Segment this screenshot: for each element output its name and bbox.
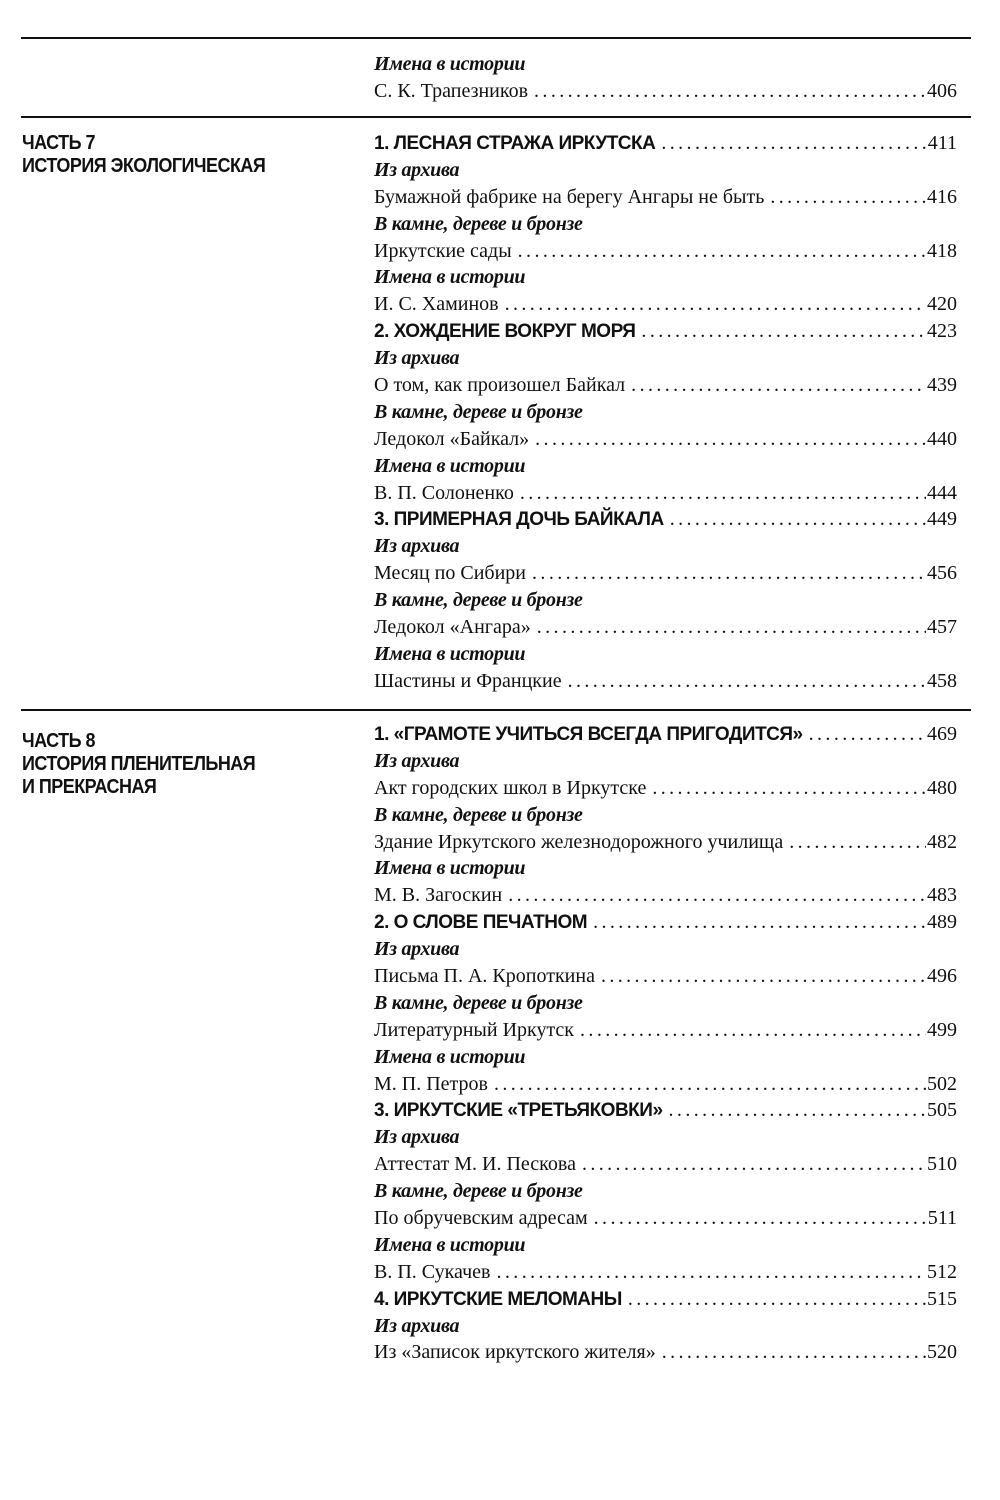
page-number: 406: [927, 79, 957, 102]
page-number: 420: [927, 293, 957, 316]
page-number: 480: [927, 776, 957, 799]
page-number: 469: [927, 723, 957, 745]
dot-leader: [505, 291, 926, 318]
toc-entry: [374, 1205, 957, 1232]
toc-chapter: [374, 1097, 957, 1124]
entry-title: В. П. Солоненко: [374, 481, 514, 504]
dot-leader: [662, 1339, 926, 1366]
chapter-title: 1. ЛЕСНАЯ СТРАЖА ИРКУТСКА: [374, 133, 656, 154]
dot-leader: [641, 318, 926, 345]
page-number: 489: [927, 911, 957, 934]
entry-title: В. П. Сукачев: [374, 1260, 491, 1283]
toc-entry: [374, 775, 957, 802]
part-8-toc: [374, 721, 957, 1366]
top-rule: [21, 37, 971, 39]
toc-subheading: Имена в истории: [374, 454, 526, 477]
chapter-title: 2. О СЛОВЕ ПЕЧАТНОМ: [374, 912, 588, 934]
entry-title: Литературный Иркутск: [374, 1018, 575, 1041]
dot-leader: [661, 130, 926, 157]
page-number: 439: [927, 374, 957, 397]
part-number: ЧАСТЬ 7: [22, 132, 95, 154]
toc-block-continued: [374, 51, 957, 105]
toc-entry: [374, 1017, 957, 1044]
entry-title: Письма П. А. Кропоткина: [374, 965, 595, 988]
chapter-title: 4. ИРКУТСКИЕ МЕЛОМАНЫ: [374, 1288, 622, 1310]
part-number: ЧАСТЬ 8: [22, 730, 95, 752]
toc-entry: [374, 291, 957, 318]
page-number: 482: [927, 830, 957, 853]
toc-chapter: [374, 506, 957, 533]
dot-leader: [580, 1017, 926, 1044]
dot-leader: [594, 1205, 927, 1232]
dot-leader: [520, 480, 926, 507]
dot-leader: [601, 963, 926, 990]
toc-chapter: [374, 721, 957, 748]
toc-subheading: В камне, дереве и бронзе: [374, 212, 583, 235]
dot-leader: [593, 909, 926, 936]
page-number: 499: [927, 1018, 957, 1041]
toc-entry: [374, 560, 957, 587]
dot-leader: [789, 829, 926, 856]
page-number: 510: [927, 1153, 957, 1176]
toc-entry: [374, 1259, 957, 1286]
part-7-toc: [374, 130, 957, 695]
entry-title: И. С. Хаминов: [374, 293, 499, 316]
toc-subheading: Имена в истории: [374, 266, 526, 289]
page-number: 423: [927, 320, 957, 343]
entry-title: Шастины и Францкие: [374, 669, 562, 692]
toc-entry: [374, 426, 957, 453]
toc-subheading: Из архива: [374, 535, 460, 558]
toc-subheading: Имена в истории: [374, 1045, 526, 1068]
entry-title: М. П. Петров: [374, 1072, 488, 1095]
toc-entry: [374, 1339, 957, 1366]
page-number: 418: [927, 239, 957, 262]
page-number: 456: [927, 562, 957, 585]
chapter-title: 2. ХОЖДЕНИЕ ВОКРУГ МОРЯ: [374, 321, 636, 343]
entry-title: Акт городских школ в Иркутске: [374, 776, 647, 799]
dot-leader: [582, 1151, 926, 1178]
entry-title: Ледокол «Байкал»: [374, 427, 530, 450]
page-number: 457: [927, 616, 957, 639]
dot-leader: [537, 614, 926, 641]
toc-subheading: Из архива: [374, 1126, 460, 1149]
toc-chapter: [374, 318, 957, 345]
toc-subheading: Из архива: [374, 347, 460, 370]
page-number: 496: [927, 965, 957, 988]
page-number: 440: [927, 427, 957, 450]
toc-subheading: В камне, дереве и бронзе: [374, 991, 583, 1014]
entry-title: О том, как произошел Байкал: [374, 374, 626, 397]
part-8-heading: [22, 730, 319, 799]
toc-chapter: [374, 130, 957, 157]
toc-subheading: Имена в истории: [374, 642, 526, 665]
entry-title: Аттестат М. И. Пескова: [374, 1153, 576, 1176]
dot-leader: [494, 1071, 926, 1098]
toc-chapter: [374, 1286, 957, 1313]
page-number: 511: [927, 1207, 957, 1230]
part-title-line: ИСТОРИЯ ПЛЕНИТЕЛЬНАЯ: [22, 753, 256, 775]
page-number: 444: [927, 481, 957, 504]
dot-leader: [535, 426, 926, 453]
toc-entry: [374, 238, 957, 265]
page-number: 512: [927, 1260, 957, 1283]
toc-subheading: В камне, дереве и бронзе: [374, 803, 583, 826]
entry-title: Здание Иркутского железнодорожного училища: [374, 830, 784, 853]
toc-subheading: Имена в истории: [374, 857, 526, 880]
toc-subheading: В камне, дереве и бронзе: [374, 400, 583, 423]
entry-title: М. В. Загоскин: [374, 884, 503, 907]
entry-title: Месяц по Сибири: [374, 562, 527, 585]
page-number: 505: [927, 1099, 957, 1122]
section-divider: [21, 116, 971, 118]
toc-entry: [374, 882, 957, 909]
page-number: 416: [927, 185, 957, 208]
dot-leader: [669, 1097, 926, 1124]
dot-leader: [534, 78, 926, 105]
page-number: 515: [927, 1287, 957, 1310]
entry-title: По обручевским адресам: [374, 1207, 588, 1230]
page-number: 449: [927, 508, 957, 531]
toc-subheading: Имена в истории: [374, 1233, 526, 1256]
chapter-title: 3. ИРКУТСКИЕ «ТРЕТЬЯКОВКИ»: [374, 1100, 663, 1122]
dot-leader: [809, 721, 926, 748]
entry-title: Ледокол «Ангара»: [374, 616, 531, 639]
dot-leader: [508, 882, 926, 909]
page-number: 520: [927, 1341, 957, 1364]
toc-subheading: Из архива: [374, 158, 460, 181]
chapter-title: 1. «ГРАМОТЕ УЧИТЬСЯ ВСЕГДА ПРИГОДИТСЯ»: [374, 724, 803, 745]
toc-subheading: В камне, дереве и бронзе: [374, 1180, 583, 1203]
dot-leader: [568, 668, 926, 695]
dot-leader: [652, 775, 926, 802]
toc-entry: [374, 1151, 957, 1178]
part-title-line: И ПРЕКРАСНАЯ: [22, 776, 157, 798]
entry-title: Иркутские сады: [374, 239, 512, 262]
toc-entry: [374, 614, 957, 641]
toc-entry: [374, 78, 957, 105]
dot-leader: [497, 1259, 927, 1286]
entry-title: С. К. Трапезников: [374, 79, 529, 102]
page-number: 458: [927, 669, 957, 692]
toc-entry: [374, 1071, 957, 1098]
toc-entry: [374, 668, 957, 695]
chapter-title: 3. ПРИМЕРНАЯ ДОЧЬ БАЙКАЛА: [374, 509, 664, 531]
toc-subheading: Из архива: [374, 938, 460, 961]
section-divider: [21, 709, 971, 711]
toc-entry: [374, 480, 957, 507]
dot-leader: [670, 506, 926, 533]
toc-subheading: Из архива: [374, 749, 460, 772]
entry-title: Из «Записок иркутского жителя»: [374, 1341, 656, 1364]
part-title-line: ИСТОРИЯ ЭКОЛОГИЧЕСКАЯ: [22, 155, 266, 177]
dot-leader: [628, 1286, 926, 1313]
toc-entry: [374, 963, 957, 990]
part-7-heading: [22, 132, 319, 178]
entry-title: Бумажной фабрике на берегу Ангары не быть: [374, 185, 765, 208]
toc-subheading: Из архива: [374, 1314, 460, 1337]
dot-leader: [631, 372, 926, 399]
toc-entry: [374, 184, 957, 211]
dot-leader: [532, 560, 926, 587]
dot-leader: [770, 184, 926, 211]
page-number: 411: [927, 132, 957, 154]
toc-entry: [374, 829, 957, 856]
page-number: 502: [927, 1072, 957, 1095]
page-number: 483: [927, 884, 957, 907]
dot-leader: [518, 238, 926, 265]
toc-subheading: Имена в истории: [374, 53, 526, 75]
toc-entry: [374, 372, 957, 399]
toc-subheading: В камне, дереве и бронзе: [374, 589, 583, 612]
toc-chapter: [374, 909, 957, 936]
